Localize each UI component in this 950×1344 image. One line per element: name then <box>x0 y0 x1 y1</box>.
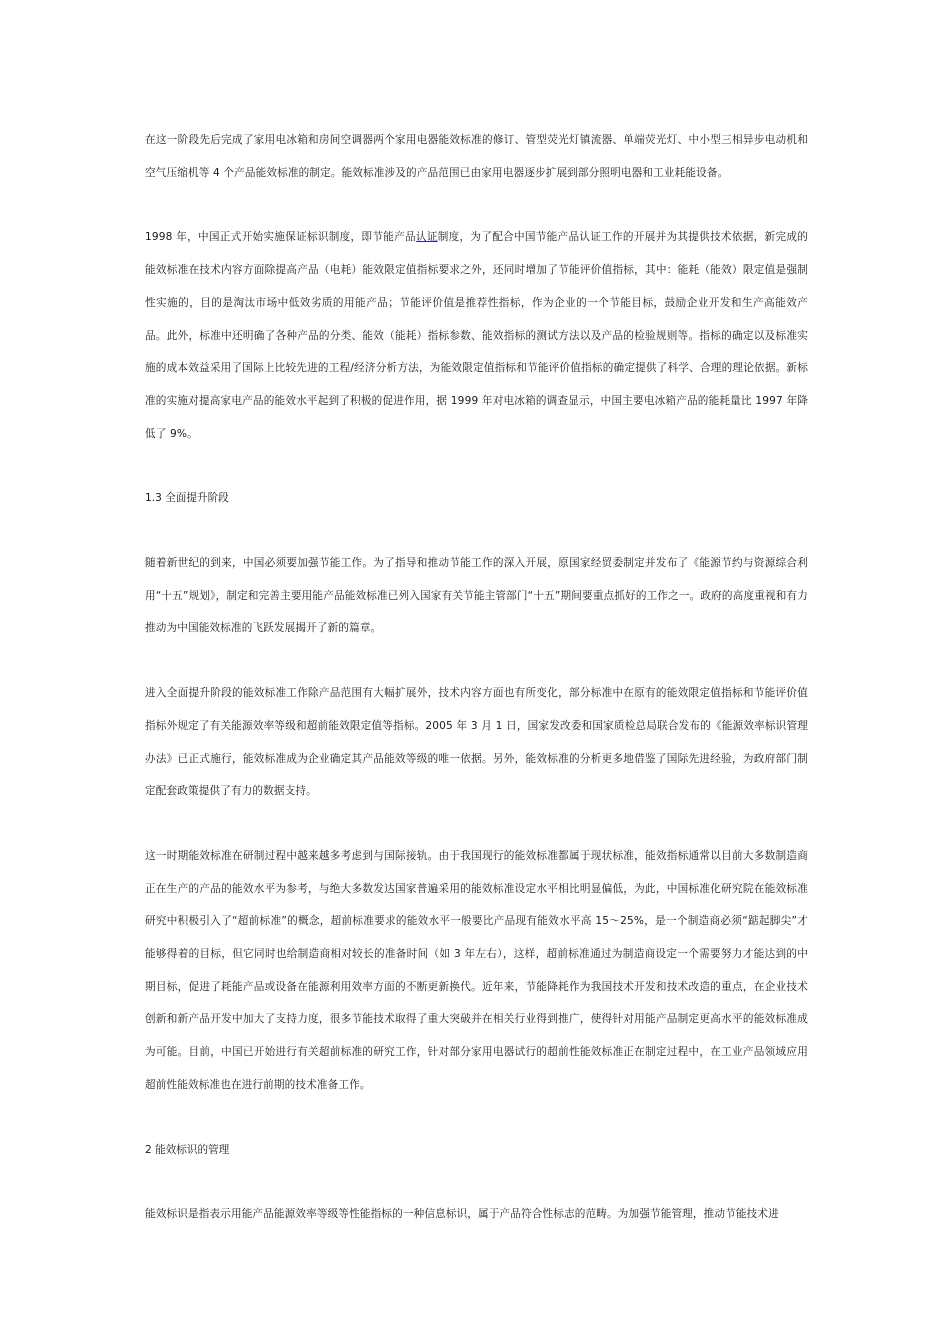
paragraph-1998-certification <box>145 221 808 450</box>
section-heading-2: 2 能效标识的管理 <box>145 1143 230 1156</box>
paragraph-full-upgrade: 进入全面提升阶段的能效标准工作除产品范围有大幅扩展外，技术内容方面也有所变化，部分标准中在原有的能效限定值指标和节能评价值指标外规定了有关能源效率等级和超前能效限定值等指标。2005 年 3 月 1 日，国家发改委和国家质检总局联合发布的《能源效率标识管理办法》已正式施行，能效标准成为企业确定其产品能效等级的唯一依据。另外，能效标准的分析更多地借鉴了国际先进经验，为政府部门制定配套政策提供了有力的数据支持。 <box>145 687 808 798</box>
paragraph-gap <box>145 450 808 482</box>
paragraph-text-start: 1998 年，中国正式开始实施保证标识制度，即节能产品 <box>145 231 416 244</box>
paragraph-text-end: 制度，为了配合中国节能产品认证工作的开展并为其提供技术依据，新完成的能效标准在技术内容方面除提高产品（电耗）能效限定值指标要求之外，还同时增加了节能评价值指标，其中：能耗（能效）限定值是强制性实施的，目的是淘汰市场中低效劣质的用能产品；节能评价值是推荐性指标，作为企业的一个节能目标，鼓励企业开发和生产高能效产品。此外，标准中还明确了各种产品的分类、能效（能耗）指标参数、能效指标的测试方法以及产品的检验规则等。指标的确定以及标准实施的成本效益采用了国际上比较先进的工程/经济分析方法，为能效限定值指标和节能评价值指标的确定提供了科学、合理的理论依据。新标准的实施对提高家电产品的能效水平起到了积极的促进作用，据 1999 年对电冰箱的调查显示，中国主要电冰箱产品的能耗量比 1997 年降低了 9%。 <box>145 231 808 440</box>
paragraph-stage-summary: 在这一阶段先后完成了家用电冰箱和房间空调器两个家用电器能效标准的修订、管型荧光灯镇流器、单端荧光灯、中小型三相异步电动机和空气压缩机等 4 个产品能效标准的制定。能效标准涉及的产品范围已由家用电器逐步扩展到部分照明电器和工业耗能设备。 <box>145 134 808 179</box>
paragraph-gap <box>145 1102 808 1134</box>
paragraph-gap <box>145 1166 808 1198</box>
paragraph-new-century: 随着新世纪的到来，中国必须要加强节能工作。为了指导和推动节能工作的深入开展，原国家经贸委制定并发布了《能源节约与资源综合利用“十五”规划》，制定和完善主要用能产品能效标准已列入国家有关节能主管部门“十五”期间要重点抓好的工作之一。政府的高度重视和有力推动为中国能效标准的飞跃发展揭开了新的篇章。 <box>145 557 808 635</box>
section-heading-1-3: 1.3 全面提升阶段 <box>145 492 229 505</box>
paragraph-international-alignment: 这一时期能效标准在研制过程中越来越多考虑到与国际接轨。由于我国现行的能效标准都属于现状标准，能效指标通常以目前大多数制造商正在生产的产品的能效水平为参考，与绝大多数发达国家普遍采用的能效标准设定水平相比明显偏低，为此，中国标准化研究院在能效标准研究中积极引入了“超前标准”的概念，超前标准要求的能效水平一般要比产品现有能效水平高 15～25%，是一个制造商必须“踮起脚尖”才能够得着的目标，但它同时也给制造商相对较长的准备时间（如 3 年左右），这样，超前标准通过为制造商设定一个需要努力才能达到的中期目标，促进了耗能产品或设备在能源利用效率方面的不断更新换代。近年来，节能降耗作为我国技术开发和技术改造的重点，在企业技术创新和新产品开发中加大了支持力度，很多节能技术取得了重大突破并在相关行业得到推广，使得针对用能产品制定更高水平的能效标准成为可能。目前，中国已开始进行有关超前标准的研究工作，针对部分家用电器试行的超前性能效标准正在制定过程中，在工业产品领域应用超前性能效标准也在进行前期的技术准备工作。 <box>145 849 808 1091</box>
paragraph-gap <box>145 515 808 547</box>
document-body <box>145 124 808 1231</box>
certification-link[interactable]: 认证 <box>415 231 438 244</box>
paragraph-gap <box>145 645 808 677</box>
paragraph-energy-label: 能效标识是指表示用能产品能源效率等级等性能指标的一种信息标识，属于产品符合性标志的范畴。为加强节能管理，推动节能技术进 <box>145 1208 779 1221</box>
paragraph-gap <box>145 189 808 221</box>
paragraph-gap <box>145 808 808 840</box>
